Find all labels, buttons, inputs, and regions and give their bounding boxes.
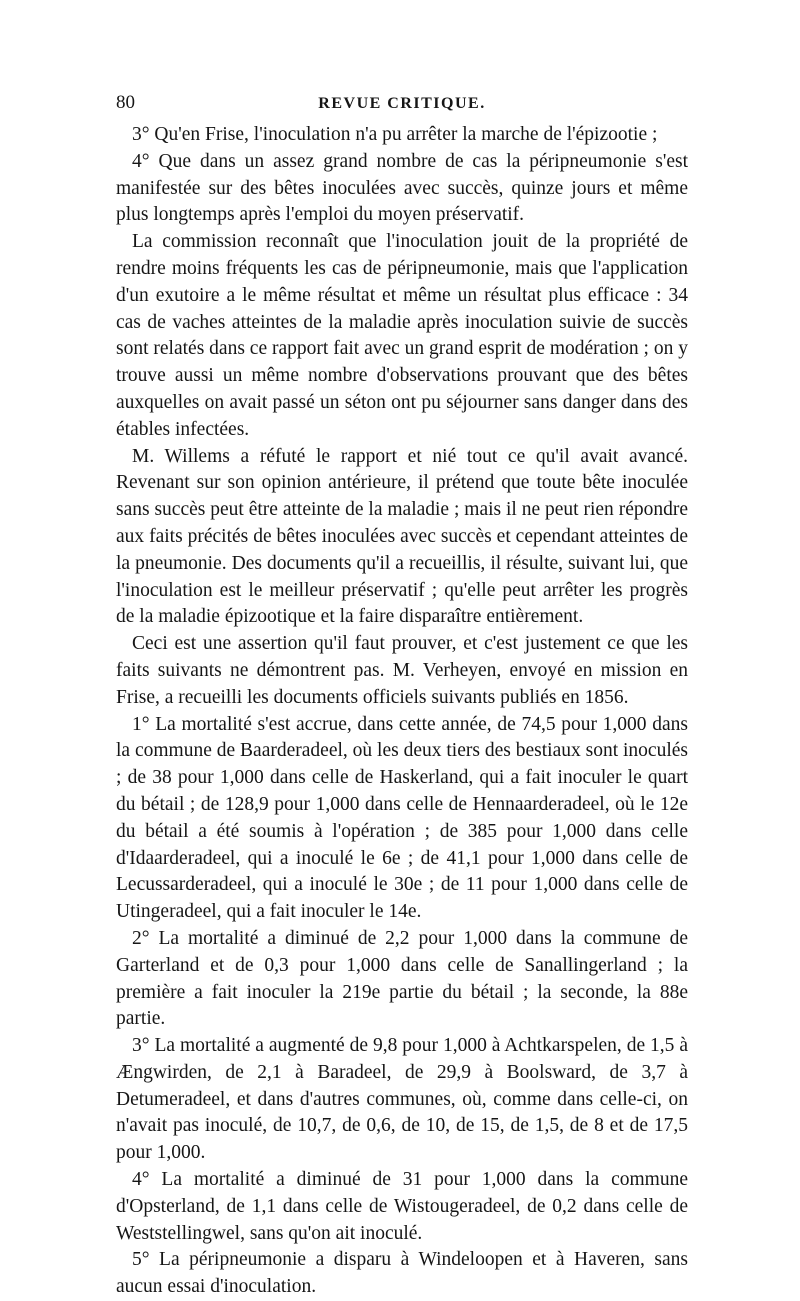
paragraph-commission: La commission reconnaît que l'inoculation jouit de la propriété de rendre moins fréquents les cas de péripneumonie, mais que l'application d'un exutoire a le même résultat et même un résultat plus efficace : 34 cas de vaches atteintes de la maladie après inoculation suivie de succès sont relatés dans ce rapport fait avec un grand esprit de modération ; on y trouve aussi un même nombre d'observations prouvant que des bêtes auxquelles on avait passé un séton ont pu séjourner sans danger dans des étables infectées.	[116, 231, 688, 440]
paragraph-assertion: Ceci est une assertion qu'il faut prouver, et c'est justement ce que les faits suivants ne démontrent pas. M. Verheyen, envoyé en mission en Frise, a recueilli les documents officiels suivants publiés en 1856.	[116, 633, 688, 708]
paragraph-fact-1: 1° La mortalité s'est accrue, dans cette année, de 74,5 pour 1,000 dans la commune de Baarderadeel, où les deux tiers des bestiaux sont inoculés ; de 38 pour 1,000 dans celle de Haskerland, qui a fait inoculer le quart du bétail ; de 128,9 pour 1,000 dans celle de Hennaarderadeel, où le 12e du bétail a été soumis à l'opération ; de 385 pour 1,000 dans celle d'Idaarderadeel, qui a inoculé le 6e ; de 41,1 pour 1,000 dans celle de Lecussarderadeel, qui a inoculé le 30e ; de 11 pour 1,000 dans celle de Utingeradeel, qui a fait inoculer le 14e.	[116, 713, 688, 923]
paragraph-fact-3: 3° La mortalité a augmenté de 9,8 pour 1,000 à Achtkarspelen, de 1,5 à Ængwirden, de 2,1 à Baradeel, de 29,9 à Boolsward, de 3,7 à Detumeradeel, et dans d'autres communes, où, comme dans celle-ci, on n'avait pas inoculé, de 10,7, de 0,6, de 10, de 15, de 1,5, de 8 et de 17,5 pour 1,000.	[116, 1035, 688, 1164]
running-title: REVUE CRITIQUE.	[318, 95, 486, 112]
running-head	[116, 92, 688, 122]
paragraph-point-3: 3° Qu'en Frise, l'inoculation n'a pu arrêter la marche de l'épizootie ;	[132, 124, 658, 145]
page-number: 80	[116, 92, 135, 113]
paragraph-willems: M. Willems a réfuté le rapport et nié tout ce qu'il avait avancé. Revenant sur son opinion antérieure, il prétend que toute bête inoculée sans succès peut être atteinte de la maladie ; mais il ne peut rien répondre aux faits précités de bêtes inoculées avec succès et cependant atteintes de la pneumonie. Des documents qu'il a recueillis, il résulte, suivant lui, que l'inoculation est le meilleur préservatif ; qu'elle peut arrêter les progrès de la maladie épizootique et la faire disparaître entièrement.	[116, 445, 688, 628]
paragraph-point-4: 4° Que dans un assez grand nombre de cas la péripneumonie s'est manifestée sur des bêtes inoculées avec succès, quinze jours et même plus longtemps après l'emploi du moyen préservatif.	[116, 150, 688, 226]
book-page	[116, 92, 688, 1301]
paragraph-fact-2: 2° La mortalité a diminué de 2,2 pour 1,000 dans la commune de Garterland et de 0,3 pour 1,000 dans celle de Sanallingerland ; la première a fait inoculer la 219e partie du bétail ; la seconde, la 88e partie.	[116, 927, 688, 1030]
paragraph-fact-4: 4° La mortalité a diminué de 31 pour 1,000 dans la commune d'Opsterland, de 1,1 dans celle de Wistougeradeel, de 0,2 dans celle de Weststellingwel, sans qu'on ait inoculé.	[116, 1169, 688, 1244]
paragraph-fact-5: 5° La péripneumonie a disparu à Windeloopen et à Haveren, sans aucun essai d'inoculation.	[116, 1249, 688, 1298]
body-text	[116, 122, 688, 1301]
